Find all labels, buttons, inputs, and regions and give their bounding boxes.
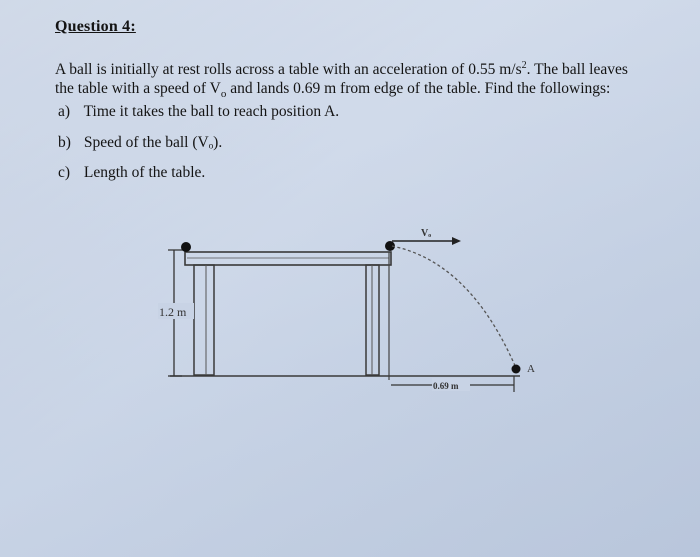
item-label: a) — [58, 103, 71, 120]
distance-label: 0.69 m — [433, 381, 459, 391]
velocity-arrowhead-icon — [452, 237, 461, 245]
height-dimension — [158, 250, 194, 376]
problem-text-1: A ball is initially at rest rolls across a table with an acceleration of 0.55 m/s — [55, 61, 522, 79]
problem-subscript: o — [220, 88, 227, 101]
table — [185, 252, 391, 380]
item-label: b) — [58, 134, 71, 151]
distance-dimension — [391, 376, 514, 392]
item-label: c) — [58, 164, 71, 181]
question-title: Question 4: — [55, 18, 136, 35]
problem-exponent: 2 — [521, 60, 527, 71]
point-a-label: A — [527, 363, 535, 375]
velocity-vector — [392, 228, 461, 245]
ball-start-icon — [181, 242, 191, 252]
landing-point-icon — [512, 365, 521, 374]
problem-text-2: . The ball leaves the table with a speed of V — [55, 61, 628, 98]
trajectory-path — [392, 246, 516, 368]
table-leg-left — [194, 265, 214, 375]
problem-text-3: and lands 0.69 m from edge of the table. Find the followings: — [226, 80, 611, 98]
table-top — [185, 252, 391, 265]
item-text: Speed of the ball (Vₒ). — [83, 134, 223, 151]
height-label: 1.2 m — [159, 305, 187, 319]
velocity-label: Vₒ — [421, 228, 432, 239]
item-text: Length of the table. — [83, 164, 206, 181]
item-text: Time it takes the ball to reach position A. — [83, 103, 340, 120]
